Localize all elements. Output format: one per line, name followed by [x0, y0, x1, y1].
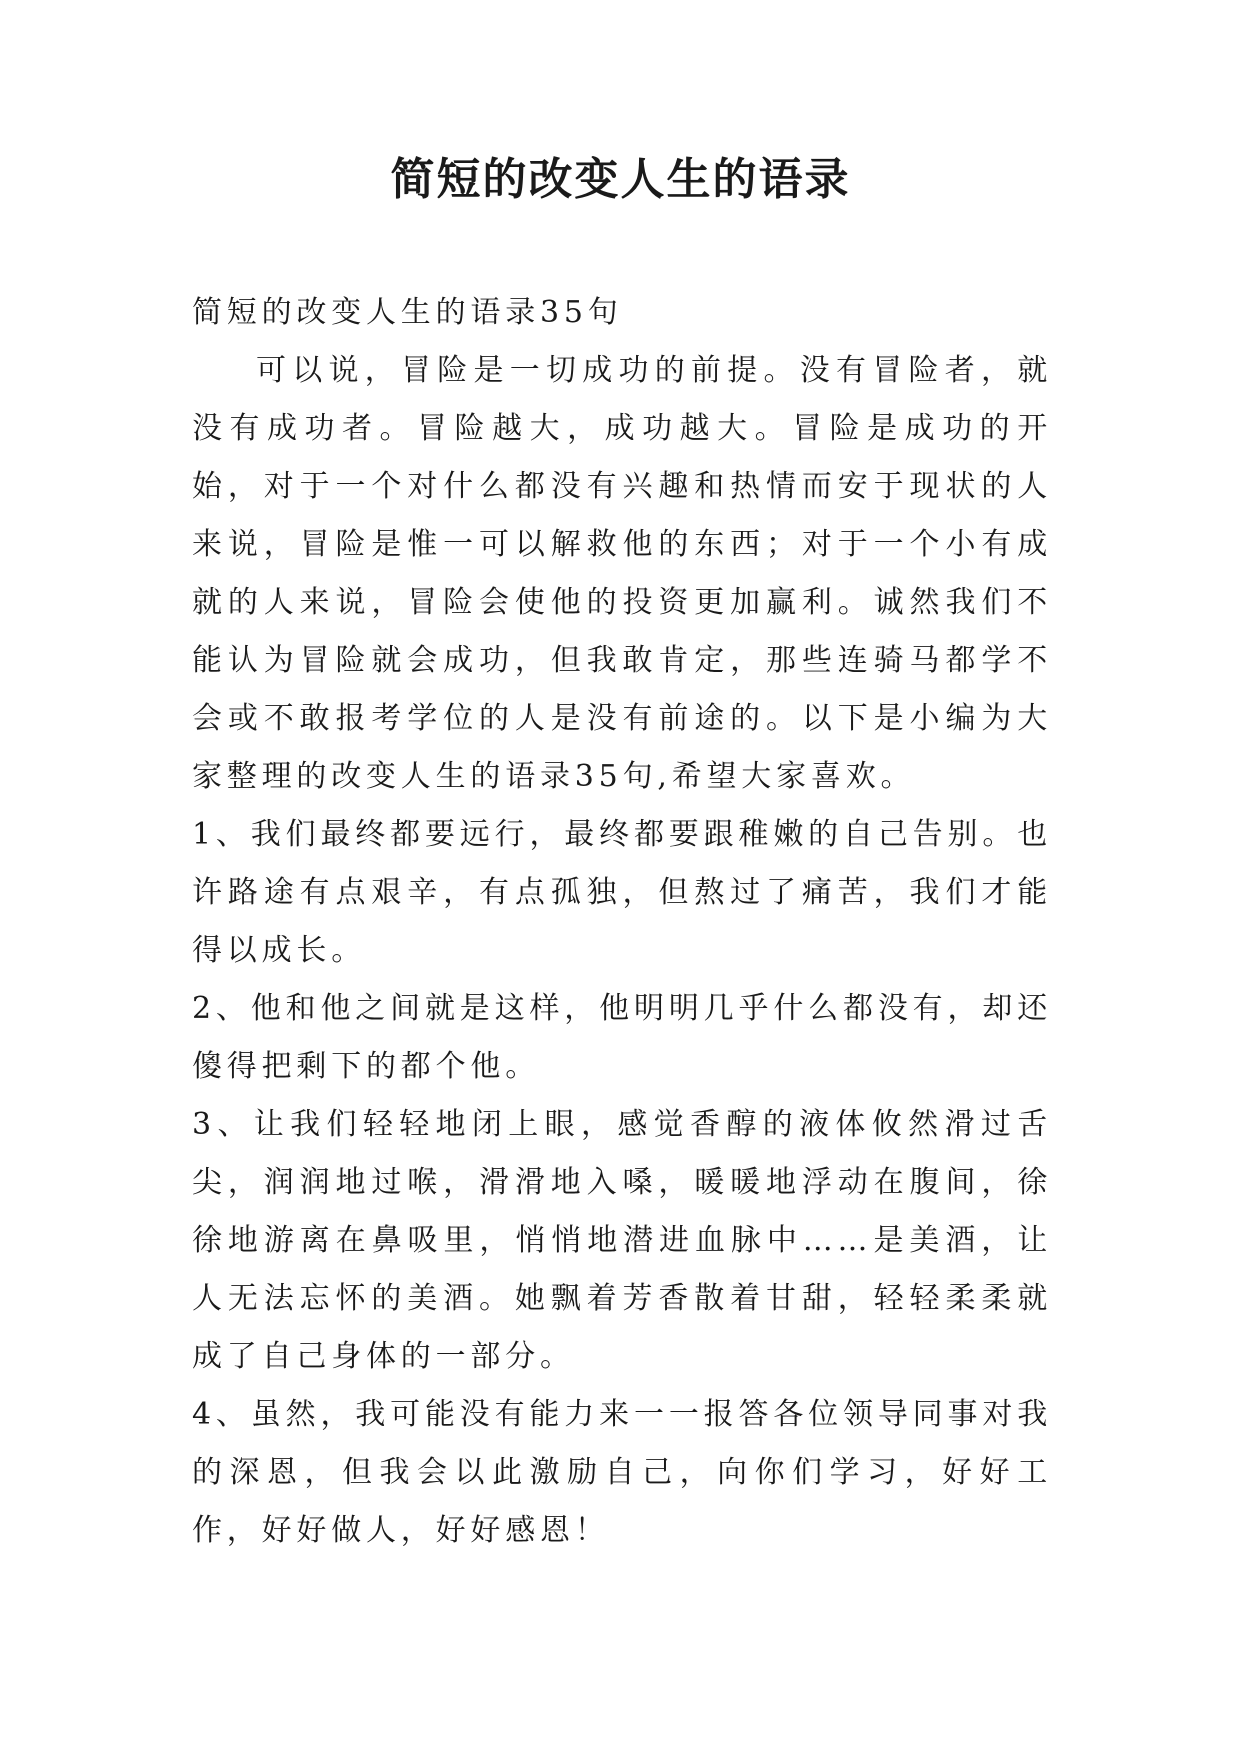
quote-item-4: 4、虽然，我可能没有能力来一一报答各位领导同事对我的深恩，但我会以此激励自己，向你们学习，好好工作，好好做人，好好感恩！ [192, 1397, 1052, 1548]
document-title: 简短的改变人生的语录 [390, 154, 851, 205]
quote-item-1: 1、我们最终都要远行，最终都要跟稚嫩的自己告别。也许路途有点艰辛，有点孤独，但熬过了痛苦，我们才能得以成长。 [192, 817, 1052, 968]
quote-item-3: 3、让我们轻轻地闭上眼，感觉香醇的液体攸然滑过舌尖，润润地过喉，滑滑地入嗓，暖暖地浮动在腹间，徐徐地游离在鼻吸里，悄悄地潜进血脉中……是美酒，让人无法忘怀的美酒。她飘着芳香散着甘甜，轻轻柔柔就成了自己身体的一部分。 [192, 1107, 1052, 1374]
document-subtitle: 简短的改变人生的语录35句 [192, 295, 623, 330]
intro-paragraph: 可以说，冒险是一切成功的前提。没有冒险者，就没有成功者。冒险越大，成功越大。冒险是成功的开始，对于一个对什么都没有兴趣和热情而安于现状的人来说，冒险是惟一可以解救他的东西；对于一个小有成就的人来说，冒险会使他的投资更加赢利。诚然我们不能认为冒险就会成功，但我敢肯定，那些连骑马都学不会或不敢报考学位的人是没有前途的。以下是小编为大家整理的改变人生的语录35句,希望大家喜欢。 [192, 353, 1052, 794]
quote-item-2: 2、他和他之间就是这样，他明明几乎什么都没有，却还傻得把剩下的都个他。 [192, 991, 1052, 1084]
document-body [192, 284, 1052, 1560]
